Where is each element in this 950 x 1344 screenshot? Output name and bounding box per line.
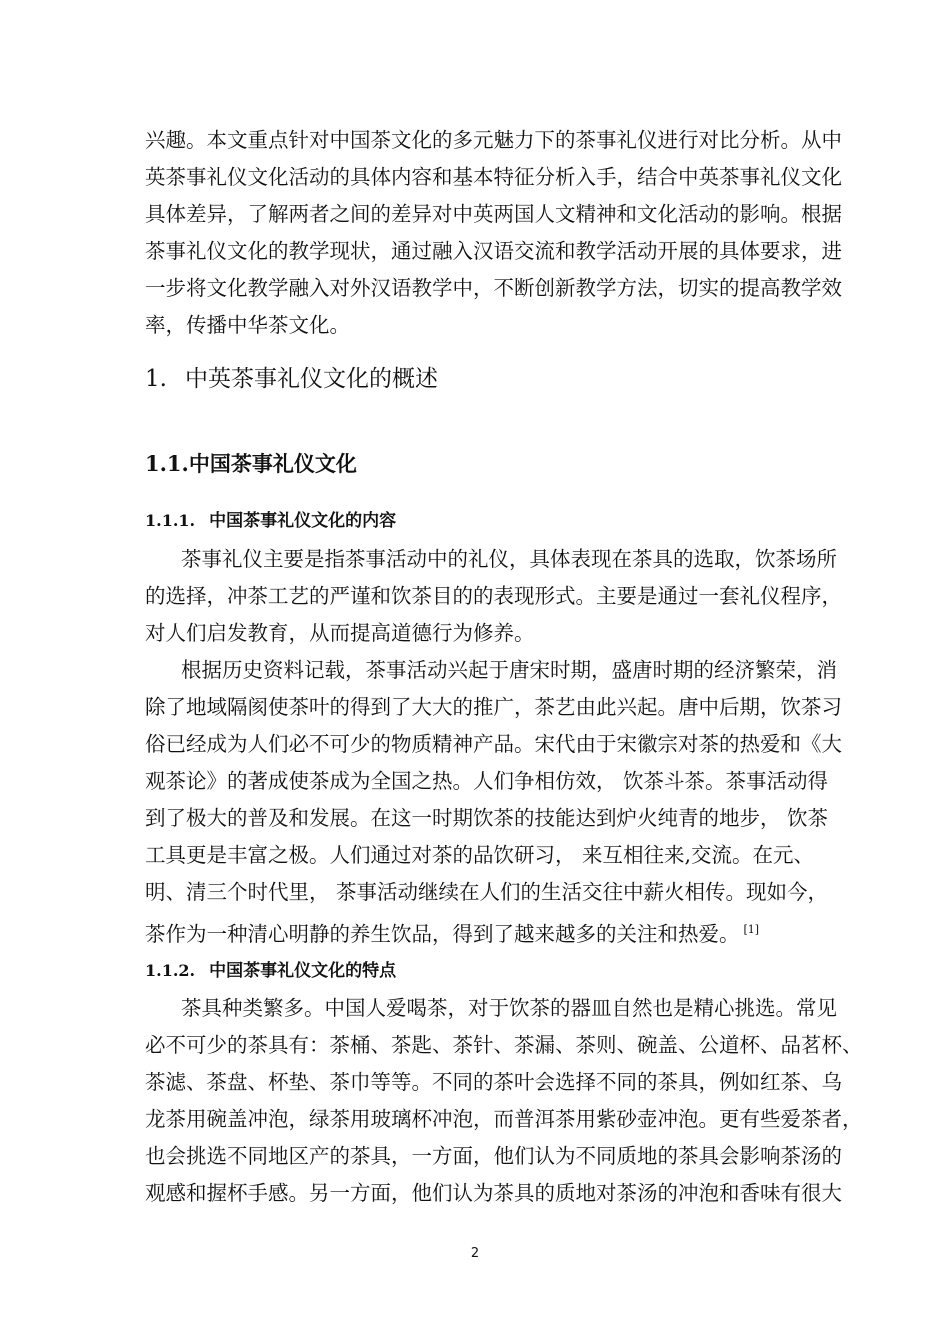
section-title: 中国茶事礼仪文化的特点	[209, 961, 397, 981]
section-heading-1-1	[145, 448, 357, 478]
text-line: 必不可少的茶具有：茶桶、茶匙、茶针、茶漏、茶则、碗盖、公道杯、品茗杯、	[145, 1033, 863, 1057]
text-line: 根据历史资料记载，茶事活动兴起于唐宋时期，盛唐时期的经济繁荣，消	[181, 658, 837, 682]
text-line: 率，传播中华茶文化。	[145, 313, 350, 337]
text-line: 茶具种类繁多。中国人爱喝茶，对于饮茶的器皿自然也是精心挑选。常见	[181, 996, 837, 1020]
section-title: 中英茶事礼仪文化的概述	[184, 366, 438, 392]
text-line: 茶事礼仪主要是指茶事活动中的礼仪，具体表现在茶具的选取，饮茶场所	[181, 547, 837, 571]
section-number: 1.1.	[145, 451, 189, 476]
text-line: 兴趣。本文重点针对中国茶文化的多元魅力下的茶事礼仪进行对比分析。从中	[145, 128, 842, 152]
text-line: 的选择，冲茶工艺的严谨和饮茶目的的表现形式。主要是通过一套礼仪程序，	[145, 584, 842, 608]
section-heading-1	[145, 360, 438, 393]
section-heading-1-1-1	[145, 506, 396, 531]
text-line: 明、清三个时代里， 茶事活动继续在人们的生活交往中薪火相传。现如今，	[145, 880, 829, 904]
section-number: 1.1.2.	[145, 961, 196, 980]
text-line: 到了极大的普及和发展。在这一时期饮茶的技能达到炉火纯青的地步， 饮茶	[145, 806, 829, 830]
section-heading-1-1-2	[145, 956, 396, 981]
paragraph-features	[145, 990, 863, 1212]
section-number: 1.1.1.	[145, 511, 196, 530]
text-line: 对人们启发教育，从而提高道德行为修养。	[145, 621, 535, 645]
paragraph-history	[145, 652, 842, 948]
text-line: 龙茶用碗盖冲泡，绿茶用玻璃杯冲泡，而普洱茶用紫砂壶冲泡。更有些爱茶者，	[145, 1107, 863, 1131]
text-line	[145, 911, 817, 948]
paragraph-content	[145, 541, 842, 652]
citation-reference: [1]	[743, 923, 760, 936]
text-line: 英茶事礼仪文化活动的具体内容和基本特征分析入手，结合中英茶事礼仪文化	[145, 165, 842, 189]
text-line: 工具更是丰富之极。人们通过对茶的品饮研习， 来互相往来,交流。在元、	[145, 843, 815, 867]
text-line: 除了地域隔阂使茶叶的得到了大大的推广，茶艺由此兴起。唐中后期，饮茶习	[145, 695, 842, 719]
text-line: 一步将文化教学融入对外汉语教学中，不断创新教学方法，切实的提高教学效	[145, 276, 842, 300]
text-line: 也会挑选不同地区产的茶具，一方面，他们认为不同质地的茶具会影响茶汤的	[145, 1144, 842, 1168]
page-number: 2	[470, 1246, 480, 1261]
text-line: 观感和握杯手感。另一方面，他们认为茶具的质地对茶汤的冲泡和香味有很大	[145, 1181, 842, 1205]
text-line: 具体差异，了解两者之间的差异对中英两国人文精神和文化活动的影响。根据	[145, 202, 842, 226]
text-line-content: 茶作为一种清心明静的养生饮品，得到了越来越多的关注和热爱。	[145, 922, 740, 946]
section-title: 中国茶事礼仪文化的内容	[209, 511, 397, 531]
section-title: 中国茶事礼仪文化	[188, 452, 357, 476]
section-number: 1.	[145, 366, 167, 392]
text-line: 观茶论》的著成使茶成为全国之热。人们争相仿效， 饮茶斗茶。茶事活动得	[145, 769, 829, 793]
text-line: 俗已经成为人们必不可少的物质精神产品。宋代由于宋徽宗对茶的热爱和《大	[145, 732, 842, 756]
text-line: 茶滤、茶盘、杯垫、茶巾等等。不同的茶叶会选择不同的茶具，例如红茶、乌	[145, 1070, 842, 1094]
text-line: 茶事礼仪文化的教学现状，通过融入汉语交流和教学活动开展的具体要求，进	[145, 239, 842, 263]
intro-paragraph	[145, 122, 842, 344]
